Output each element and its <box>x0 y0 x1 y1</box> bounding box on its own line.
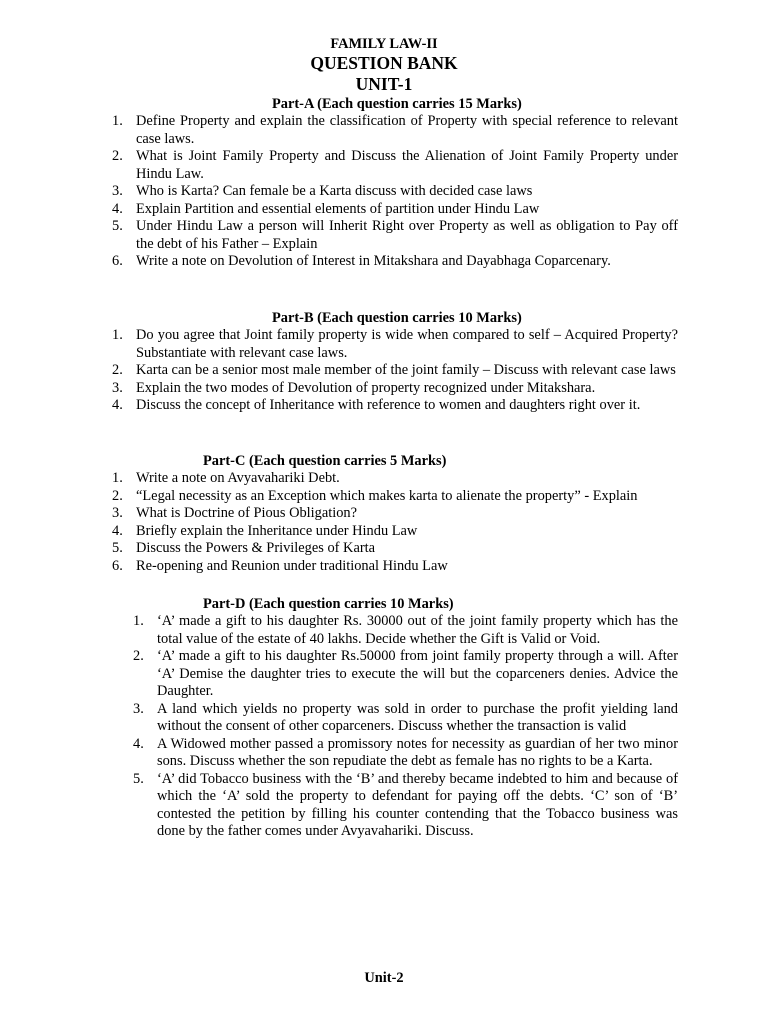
question-number: 2. <box>112 487 123 504</box>
question-text: “Legal necessity as an Exception which makes karta to alienate the property” - Explain <box>136 487 638 504</box>
question-text: ‘A’ made a gift to his daughter Rs.50000 from joint family property through a will. After ‘A’ Demise the daughter tries to execute the will but the coparceners denies. Advice the Daughter. <box>157 648 678 699</box>
list-item <box>112 505 678 523</box>
question-number: 2. <box>112 362 123 378</box>
part-d-heading: Part-D (Each question carries 10 Marks) <box>203 596 454 612</box>
list-item <box>112 470 678 488</box>
list-item <box>133 701 678 736</box>
part-b-heading: Part-B (Each question carries 10 Marks) <box>272 310 522 326</box>
list-item <box>133 736 678 771</box>
part-c-heading: Part-C (Each question carries 5 Marks) <box>203 453 447 469</box>
list-item <box>112 540 678 558</box>
question-text: Discuss the Powers & Privileges of Karta <box>136 540 376 556</box>
question-text: A Widowed mother passed a promissory notes for necessity as guardian of her two minor sons. Discuss whether the son repudiate the debt as female has no rights to be a Karta. <box>157 735 678 769</box>
question-text: Karta can be a senior most male member of the joint family – Discuss with relevant case laws <box>136 362 676 378</box>
question-number: 6. <box>112 557 123 574</box>
part-a-questions <box>112 113 678 271</box>
part-c-questions <box>112 470 678 575</box>
list-item <box>112 327 678 362</box>
question-text: Discuss the concept of Inheritance with reference to women and daughters right over it. <box>136 397 641 413</box>
list-item <box>112 558 678 576</box>
document-title: QUESTION BANK <box>310 53 458 73</box>
list-item <box>112 253 678 271</box>
question-text: What is Doctrine of Pious Obligation? <box>136 505 358 521</box>
question-text: Explain the two modes of Devolution of property recognized under Mitakshara. <box>136 379 596 396</box>
list-item <box>112 523 678 541</box>
question-number: 4. <box>133 735 144 752</box>
list-item <box>112 380 678 398</box>
list-item <box>133 771 678 841</box>
list-item <box>112 397 678 415</box>
question-text: Do you agree that Joint family property is wide when compared to self – Acquired Property? Substantiate with relevant case laws. <box>136 327 678 361</box>
question-number: 5. <box>133 770 144 787</box>
question-number: 6. <box>112 253 123 269</box>
question-text: Write a note on Devolution of Interest in Mitakshara and Dayabhaga Coparcenary. <box>136 253 611 269</box>
list-item <box>112 362 678 380</box>
question-number: 4. <box>112 200 123 217</box>
list-item <box>112 218 678 253</box>
unit-title: UNIT-1 <box>355 74 413 94</box>
list-item <box>112 488 678 506</box>
question-text: ‘A’ did Tobacco business with the ‘B’ and thereby became indebted to him and because of which the ‘A’ sold the property to defendant for paying off the debts. ‘C’ son of ‘B’ contested the petition by filling his counter contending that the Tobacco business was done by the father comes under Avyavahariki. Discuss. <box>157 770 678 839</box>
question-text: Re-opening and Reunion under traditional Hindu Law <box>136 557 448 574</box>
question-number: 1. <box>112 113 123 129</box>
question-text: Write a note on Avyavahariki Debt. <box>136 470 340 486</box>
question-text: A land which yields no property was sold in order to purchase the profit yielding land without the consent of other coparceners. Discuss whether the transaction is valid <box>157 700 678 734</box>
next-unit-heading: Unit-2 <box>364 970 404 986</box>
list-item <box>133 648 678 701</box>
question-text: Explain Partition and essential elements of partition under Hindu Law <box>136 200 540 217</box>
question-number: 2. <box>112 148 123 164</box>
list-item <box>112 183 678 201</box>
list-item <box>112 148 678 183</box>
part-b-questions <box>112 327 678 415</box>
question-number: 3. <box>133 700 144 717</box>
question-number: 1. <box>112 470 123 486</box>
question-text: Who is Karta? Can female be a Karta discuss with decided case laws <box>136 183 533 199</box>
question-text: What is Joint Family Property and Discuss the Alienation of Joint Family Property under Hindu Law. <box>136 148 678 182</box>
question-number: 1. <box>133 613 144 629</box>
subject-title: FAMILY LAW-II <box>330 36 438 52</box>
part-a-heading: Part-A (Each question carries 15 Marks) <box>272 96 522 112</box>
part-d-questions <box>133 613 678 841</box>
list-item <box>112 201 678 219</box>
question-number: 4. <box>112 397 123 413</box>
list-item <box>133 613 678 648</box>
question-number: 5. <box>112 540 123 556</box>
question-number: 4. <box>112 522 123 539</box>
question-number: 3. <box>112 505 123 521</box>
question-number: 2. <box>133 648 144 664</box>
question-text: ‘A’ made a gift to his daughter Rs. 30000 out of the joint family property which has the total value of the estate of 40 lakhs. Decide whether the Gift is Valid or Void. <box>157 613 678 647</box>
question-text: Briefly explain the Inheritance under Hindu Law <box>136 522 418 539</box>
question-text: Define Property and explain the classification of Property with special reference to relevant case laws. <box>136 113 678 147</box>
question-number: 3. <box>112 183 123 199</box>
question-number: 1. <box>112 327 123 343</box>
list-item <box>112 113 678 148</box>
question-text: Under Hindu Law a person will Inherit Right over Property as well as obligation to Pay off the debt of his Father – Explain <box>136 218 678 252</box>
question-number: 3. <box>112 379 123 396</box>
question-number: 5. <box>112 218 123 234</box>
